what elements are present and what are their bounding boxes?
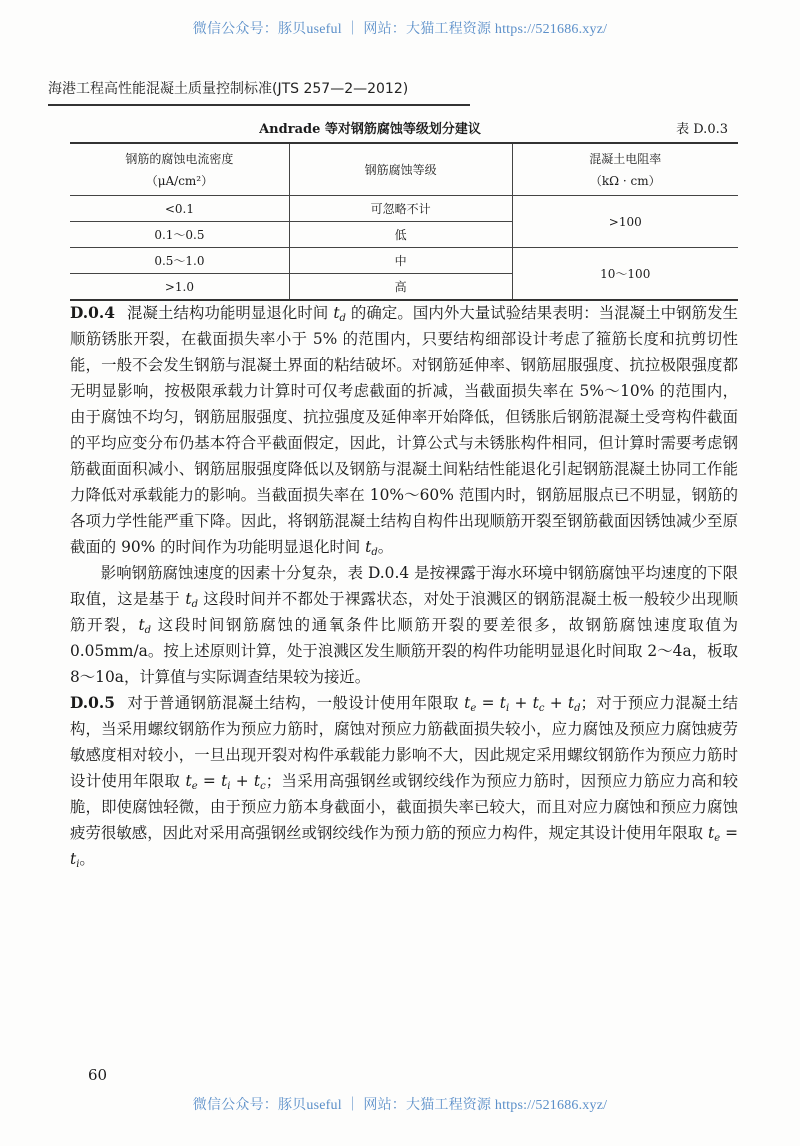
watermark-bottom: 微信公众号：豚贝useful ｜ 网站：大猫工程资源 https://521686.xyz/ xyxy=(192,1098,608,1113)
symbol-td: $t_d$ xyxy=(365,538,378,558)
page-number: 60 xyxy=(88,1066,108,1084)
table-header-row xyxy=(70,143,738,196)
cell-grade: 可忽略不计 xyxy=(289,196,512,222)
symbol-td: $t_d$ xyxy=(138,616,152,636)
cell-current-density: 0.1～0.5 xyxy=(70,222,289,248)
running-header: 海港工程高性能混凝土质量控制标准(JTS 257—2—2012) xyxy=(48,81,409,97)
paragraph-d04: D.0.4 混凝土结构功能明显退化时间 $t_d$ 的确定。国内外大量试验结果表明：当混凝土中钢筋发生顺筋锈胀开裂，在截面损失率小于 5% 的范围内，只要结构细部设计考虑了箍筋长度和抗剪切性能，一般不会发生钢筋与混凝土界面的粘结破坏。对钢筋延伸率、钢筋屈服强度、抗拉极限强度都无明显影响，按极限承载力计算时可仅考虑截面的折减，当截面损失率在 5%～10% 的范围内，由于腐蚀不均匀，钢筋屈服强度、抗拉强度及延伸率开始降低，但锈胀后钢筋混凝土受弯构件截面的平均应变分布仍基本符合平截面假定，因此，计算公式与未锈胀构件相同，但计算时需要考虑钢筋截面面积减小、钢筋屈服强度降低以及钢筋与混凝土间粘结性能退化引起钢筋混凝土协同工作能力降低对承载能力的影响。当截面损失率在 10%～60% 范围内时，钢筋屈服点已不明显，钢筋的各项力学性能严重下降。因此，将钢筋混凝土结构自构件出现顺筋开裂至钢筋截面因锈蚀减少至原截面的 90% 的时间作为功能明显退化时间 $t_d$。 xyxy=(70,304,738,558)
cell-grade: 中 xyxy=(289,248,512,274)
table-row xyxy=(70,248,738,274)
table-caption xyxy=(70,118,740,138)
watermark-top: 微信公众号：豚贝useful ｜ 网站：大猫工程资源 https://521686.xyz/ xyxy=(192,22,608,37)
cell-resistivity: 10～100 xyxy=(512,248,738,301)
formula-1: $t_e = t_i + t_c + t_d$ xyxy=(464,694,581,714)
cell-current-density: >1.0 xyxy=(70,274,289,301)
section-number: D.0.5 xyxy=(70,694,115,712)
cell-grade: 低 xyxy=(289,222,512,248)
table-number: 表 D.0.3 xyxy=(676,122,728,137)
symbol-td: $t_d$ xyxy=(185,590,198,610)
table-title: Andrade 等对钢筋腐蚀等级划分建议 xyxy=(259,122,481,137)
header-corrosion-grade: 钢筋腐蚀等级 xyxy=(289,143,512,196)
paragraph-d04-2: 影响钢筋腐蚀速度的因素十分复杂，表 D.0.4 是按裸露于海水环境中钢筋腐蚀平均速度的下限取值，这是基于 $t_d$ 这段时间并不都处于裸露状态，对处于浪溅区的钢筋混凝土板一般较少出现顺筋开裂，$t_d$ 这段时间钢筋腐蚀的通氧条件比顺筋开裂的要差很多，故钢筋腐蚀速度取值为 0.05mm/a。按上述原则计算，处于浪溅区发生顺筋开裂的构件功能明显退化时间取 2～4a，板取 8～10a，计算值与实际调查结果较为接近。 xyxy=(70,564,738,686)
table-row xyxy=(70,196,738,222)
header-current-density: 钢筋的腐蚀电流密度 （μA/cm²） xyxy=(70,143,289,196)
body-text xyxy=(70,300,738,872)
symbol-td: $t_d$ xyxy=(333,304,346,324)
cell-current-density: 0.5～1.0 xyxy=(70,248,289,274)
header-rule xyxy=(48,104,470,106)
paragraph-d05: D.0.5 对于普通钢筋混凝土结构，一般设计使用年限取 $t_e = t_i + t_c + t_d$；对于预应力混凝土结构，当采用螺纹钢筋作为预应力筋时，腐蚀对预应力筋截面损失较小，应力腐蚀及预应力腐蚀疲劳敏感度相对较小，一旦出现开裂对构件承载能力影响不大，因此规定采用螺纹钢筋作为预应力筋时设计使用年限取 $t_e = t_i + t_c$；当采用高强钢丝或钢绞线作为预应力筋时，因预应力筋应力高和较脆，即使腐蚀轻微，由于预应力筋本身截面小，截面损失率已较大，而且对应力腐蚀和预应力腐蚀疲劳很敏感，因此对采用高强钢丝或钢绞线作为预力筋的预应力构件，规定其设计使用年限取 $t_e = t_i$。 xyxy=(70,694,738,870)
section-number: D.0.4 xyxy=(70,304,115,322)
formula-3: $t_e = t_i$ xyxy=(70,824,738,870)
cell-resistivity: >100 xyxy=(512,196,738,248)
header-resistivity: 混凝土电阻率 （kΩ · cm） xyxy=(512,143,738,196)
formula-2: $t_e = t_i + t_c$ xyxy=(185,772,266,792)
cell-grade: 高 xyxy=(289,274,512,301)
corrosion-grade-table xyxy=(70,142,738,301)
cell-current-density: <0.1 xyxy=(70,196,289,222)
